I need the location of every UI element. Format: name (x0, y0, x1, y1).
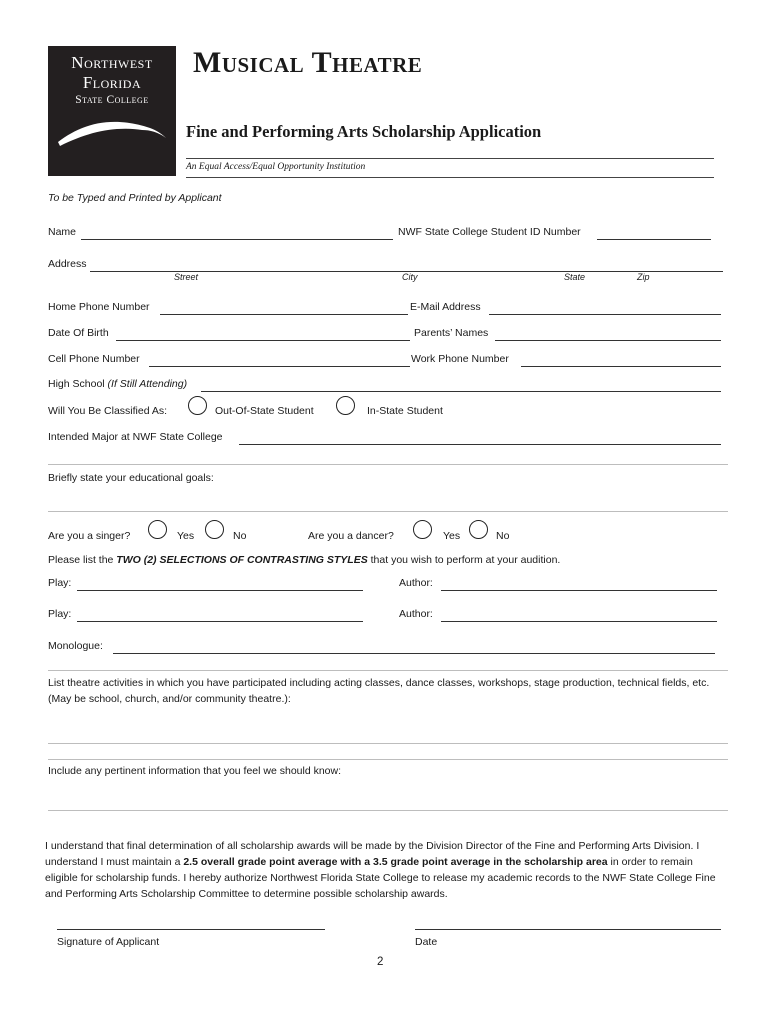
home-phone-label: Home Phone Number (48, 301, 150, 313)
logo-line-2: Florida (82, 73, 142, 92)
author-2-label: Author: (399, 608, 433, 620)
dancer-label: Are you a dancer? (308, 530, 394, 542)
parents-label: Parents’ Names (414, 327, 489, 339)
email-label: E-Mail Address (410, 301, 481, 313)
signature-field[interactable] (57, 929, 325, 930)
eeo-statement: An Equal Access/Equal Opportunity Institution (186, 162, 366, 172)
author-2-field[interactable] (441, 621, 717, 622)
state-sublabel: State (564, 272, 586, 282)
dancer-yes-radio[interactable] (413, 520, 432, 539)
selections-bold: TWO (2) SELECTIONS OF CONTRASTING STYLES (116, 554, 368, 566)
author-1-field[interactable] (441, 590, 717, 591)
dancer-yes-label: Yes (443, 530, 461, 542)
classified-label: Will You Be Classified As: (48, 405, 168, 417)
signature-label: Signature of Applicant (57, 936, 160, 948)
singer-yes-label: Yes (177, 530, 195, 542)
out-of-state-radio[interactable] (188, 396, 207, 415)
logo-line-3: State College (75, 94, 149, 106)
work-phone-label: Work Phone Number (411, 353, 509, 365)
agreement-post: in order to remain eligible for scholarship funds. I hereby authorize Northwest Florida State College to release my academic records to the NWF State College Fine and Performing Arts Scholarship Committee to determine possible scholarship awards. (45, 856, 716, 900)
goals-field[interactable] (48, 511, 728, 512)
high-school-field[interactable] (201, 391, 721, 392)
divider (48, 464, 728, 465)
college-logo (48, 46, 176, 176)
name-field[interactable] (81, 239, 393, 240)
major-field[interactable] (239, 444, 721, 445)
form-instruction: To be Typed and Printed by Applicant (48, 192, 222, 204)
selections-post: that you wish to perform at your audition. (370, 554, 561, 566)
high-school-note: (If Still Attending) (107, 378, 188, 390)
activities-field-line-2[interactable] (48, 759, 728, 760)
name-label: Name (48, 226, 77, 238)
selections-instruction (48, 554, 560, 566)
logo-line-1: Northwest (71, 53, 153, 72)
selections-pre: Please list the (48, 554, 114, 566)
singer-no-label: No (233, 530, 247, 542)
date-field[interactable] (415, 929, 721, 930)
parents-field[interactable] (495, 340, 721, 341)
dancer-no-radio[interactable] (469, 520, 488, 539)
in-state-label: In-State Student (367, 405, 443, 417)
agreement-paragraph (45, 838, 725, 902)
monologue-label: Monologue: (48, 640, 103, 652)
student-id-label: NWF State College Student ID Number (398, 226, 581, 238)
singer-yes-radio[interactable] (148, 520, 167, 539)
page-subtitle: Fine and Performing Arts Scholarship Application (186, 122, 542, 141)
dob-field[interactable] (116, 340, 410, 341)
street-sublabel: Street (174, 272, 199, 282)
high-school-label (48, 378, 187, 390)
singer-no-radio[interactable] (205, 520, 224, 539)
singer-label: Are you a singer? (48, 530, 131, 542)
city-sublabel: City (402, 272, 418, 282)
monologue-field[interactable] (113, 653, 715, 654)
high-school-text: High School (48, 378, 105, 390)
zip-sublabel: Zip (637, 272, 650, 282)
wave-arc-icon (54, 110, 170, 150)
dob-label: Date Of Birth (48, 327, 109, 339)
agreement-bold: 2.5 overall grade point average with a 3.5 grade point average in the scholarship area (183, 856, 608, 868)
play-1-field[interactable] (77, 590, 363, 591)
out-of-state-label: Out-Of-State Student (215, 405, 314, 417)
pertinent-label: Include any pertinent information that you feel we should know: (48, 765, 342, 777)
header-rule-bottom (186, 177, 714, 178)
cell-phone-label: Cell Phone Number (48, 353, 140, 365)
date-label: Date (415, 936, 438, 948)
dancer-no-label: No (496, 530, 510, 542)
cell-phone-field[interactable] (149, 366, 410, 367)
pertinent-field[interactable] (48, 810, 728, 811)
in-state-radio[interactable] (336, 396, 355, 415)
email-field[interactable] (489, 314, 721, 315)
page-number: 2 (377, 956, 384, 968)
home-phone-field[interactable] (160, 314, 408, 315)
play-2-field[interactable] (77, 621, 363, 622)
activities-field-line-1[interactable] (48, 743, 728, 744)
header-rule-top (186, 158, 714, 159)
play-1-label: Play: (48, 577, 72, 589)
address-label: Address (48, 258, 87, 270)
activities-prompt: List theatre activities in which you have participated including acting classes, dance classes, workshops, stage production, technical fields, etc. (May be school, church, and/or community theatre.): (48, 677, 710, 705)
agreement-pre: I understand that final determination of all scholarship awards will be made by the Division Director of the Fine and Performing Arts Division. I understand I must maintain a (45, 840, 700, 868)
major-label: Intended Major at NWF State College (48, 431, 223, 443)
play-2-label: Play: (48, 608, 72, 620)
work-phone-field[interactable] (521, 366, 721, 367)
student-id-field[interactable] (597, 239, 711, 240)
divider (48, 670, 728, 671)
goals-label: Briefly state your educational goals: (48, 472, 214, 484)
author-1-label: Author: (399, 577, 433, 589)
page-title: Musical Theatre (193, 46, 423, 79)
